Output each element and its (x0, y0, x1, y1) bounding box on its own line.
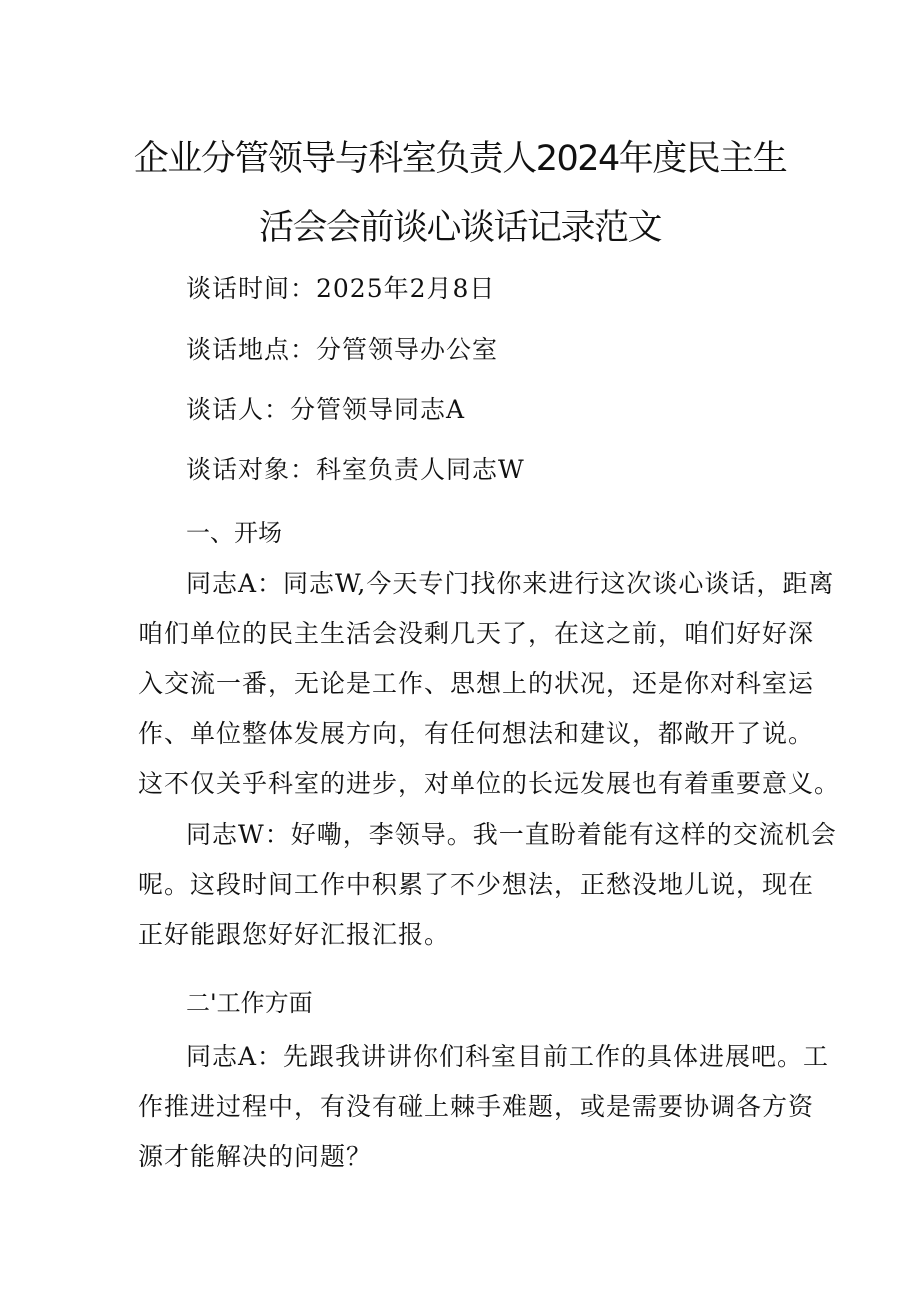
paragraph-line: 源才能解决的问题？ (138, 1142, 373, 1171)
paragraph-line: 同志A：先跟我讲讲你们科室目前工作的具体进展吧。工 (186, 1042, 830, 1071)
document-title-line-2: 活会会前谈心谈话记录范文 (258, 208, 661, 248)
paragraph-line: 同志W：好嘞，李领导。我一直盼着能有这样的交流机会 (186, 820, 837, 849)
paragraph-line: 咱们单位的民主生活会没剩几天了，在这之前，咱们好好深 (138, 619, 815, 648)
meta-speaker: 谈话人：分管领导同志A (186, 395, 466, 424)
paragraph-line: 同志A：同志W,今天专门找你来进行这次谈心谈话，距离 (186, 569, 835, 598)
paragraph-opening-w (138, 810, 837, 960)
section-heading-opening: 一、开场 (186, 519, 282, 547)
meta-time: 谈话时间：2025年2月8日 (186, 274, 496, 303)
paragraph-line: 正好能跟您好好汇报汇报。 (138, 920, 451, 949)
meta-target: 谈话对象：科室负责人同志W (186, 455, 525, 484)
section-heading-work: 二'工作方面 (186, 989, 313, 1017)
paragraph-work-a (138, 1032, 830, 1182)
paragraph-line: 作、单位整体发展方向，有任何想法和建议，都敞开了说。 (138, 719, 815, 748)
meta-place: 谈话地点：分管领导办公室 (186, 335, 499, 364)
paragraph-line: 入交流一番，无论是工作、思想上的状况，还是你对科室运 (138, 669, 815, 698)
paragraph-line: 呢。这段时间工作中积累了不少想法，正愁没地儿说，现在 (138, 870, 815, 899)
paragraph-line: 作推进过程中，有没有碰上棘手难题，或是需要协调各方资 (138, 1092, 815, 1121)
paragraph-opening-a (138, 559, 841, 809)
document-title-line-1: 企业分管领导与科室负责人2024年度民主生 (133, 139, 787, 179)
paragraph-line: 这不仅关乎科室的进步，对单位的长远发展也有着重要意义。 (138, 769, 841, 798)
